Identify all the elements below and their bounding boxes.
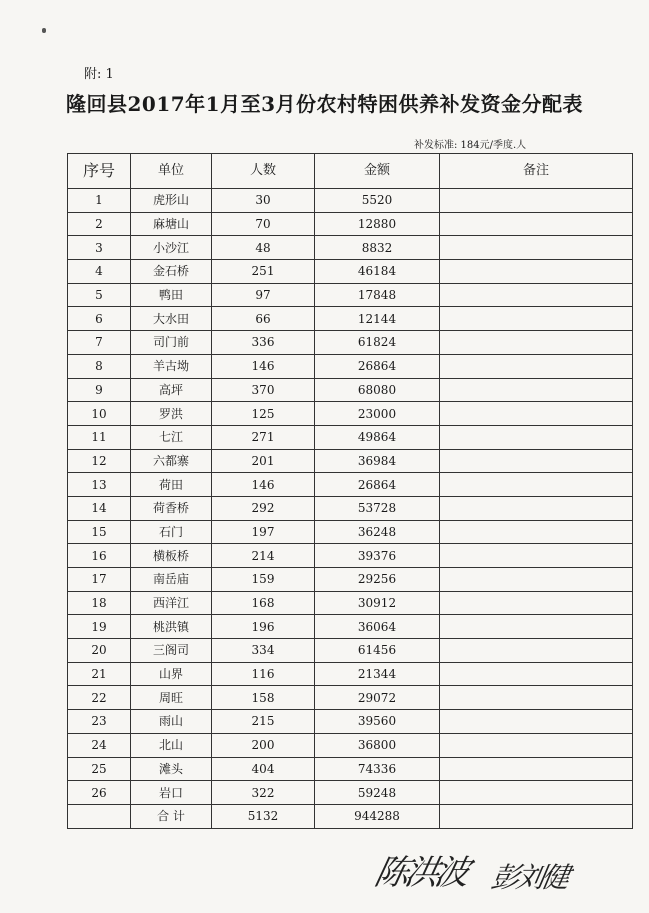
cell-note <box>440 804 633 828</box>
cell-count: 146 <box>212 473 315 497</box>
table-row <box>68 686 633 710</box>
cell-count: 168 <box>212 591 315 615</box>
cell-seq: 20 <box>68 639 131 663</box>
cell-seq: 7 <box>68 331 131 355</box>
cell-count: 215 <box>212 710 315 734</box>
cell-seq: 18 <box>68 591 131 615</box>
cell-unit: 荷香桥 <box>131 496 212 520</box>
cell-unit: 高坪 <box>131 378 212 402</box>
cell-seq: 25 <box>68 757 131 781</box>
cell-seq: 3 <box>68 236 131 260</box>
cell-amount: 29256 <box>315 568 440 592</box>
cell-note <box>440 189 633 213</box>
cell-amount: 26864 <box>315 473 440 497</box>
cell-amount: 61824 <box>315 331 440 355</box>
table-row <box>68 260 633 284</box>
cell-note <box>440 710 633 734</box>
total-count: 5132 <box>212 804 315 828</box>
cell-amount: 36248 <box>315 520 440 544</box>
cell-count: 146 <box>212 354 315 378</box>
cell-unit: 虎形山 <box>131 189 212 213</box>
total-row <box>68 804 633 828</box>
cell-unit: 北山 <box>131 733 212 757</box>
attachment-label: 附: 1 <box>84 67 114 82</box>
page-title: 隆回县2017年1月至3月份农村特困供养补发资金分配表 <box>66 92 583 116</box>
table-body <box>68 189 633 829</box>
cell-amount: 8832 <box>315 236 440 260</box>
cell-note <box>440 354 633 378</box>
cell-note <box>440 520 633 544</box>
cell-amount: 29072 <box>315 686 440 710</box>
cell-unit: 滩头 <box>131 757 212 781</box>
cell-note <box>440 331 633 355</box>
subsidy-standard: 补发标准: 184元/季度.人 <box>414 140 527 151</box>
cell-unit: 山界 <box>131 662 212 686</box>
cell-amount: 36984 <box>315 449 440 473</box>
cell-note <box>440 307 633 331</box>
cell-unit: 石门 <box>131 520 212 544</box>
cell-unit: 岩口 <box>131 781 212 805</box>
cell-seq: 11 <box>68 425 131 449</box>
table-row <box>68 781 633 805</box>
cell-note <box>440 686 633 710</box>
header-amount: 金额 <box>315 154 440 189</box>
table-row <box>68 520 633 544</box>
table-row <box>68 449 633 473</box>
cell-unit: 南岳庙 <box>131 568 212 592</box>
cell-count: 334 <box>212 639 315 663</box>
cell-seq: 2 <box>68 212 131 236</box>
cell-amount: 49864 <box>315 425 440 449</box>
cell-note <box>440 639 633 663</box>
cell-amount: 53728 <box>315 496 440 520</box>
cell-count: 292 <box>212 496 315 520</box>
cell-seq: 1 <box>68 189 131 213</box>
cell-count: 70 <box>212 212 315 236</box>
cell-seq: 21 <box>68 662 131 686</box>
cell-seq: 17 <box>68 568 131 592</box>
cell-count: 214 <box>212 544 315 568</box>
cell-amount: 30912 <box>315 591 440 615</box>
table-row <box>68 283 633 307</box>
cell-note <box>440 781 633 805</box>
total-label: 合 计 <box>131 804 212 828</box>
table-row <box>68 757 633 781</box>
cell-note <box>440 378 633 402</box>
table-row <box>68 544 633 568</box>
cell-amount: 36064 <box>315 615 440 639</box>
cell-count: 159 <box>212 568 315 592</box>
cell-count: 404 <box>212 757 315 781</box>
cell-unit: 雨山 <box>131 710 212 734</box>
cell-note <box>440 568 633 592</box>
header-note: 备注 <box>440 154 633 189</box>
table-row <box>68 331 633 355</box>
table-row <box>68 307 633 331</box>
cell-amount: 21344 <box>315 662 440 686</box>
cell-amount: 17848 <box>315 283 440 307</box>
cell-seq <box>68 804 131 828</box>
cell-unit: 西洋江 <box>131 591 212 615</box>
table-row <box>68 236 633 260</box>
cell-unit: 荷田 <box>131 473 212 497</box>
cell-amount: 68080 <box>315 378 440 402</box>
cell-seq: 23 <box>68 710 131 734</box>
cell-amount: 39560 <box>315 710 440 734</box>
cell-note <box>440 662 633 686</box>
cell-unit: 七江 <box>131 425 212 449</box>
cell-note <box>440 544 633 568</box>
table-row <box>68 662 633 686</box>
cell-seq: 14 <box>68 496 131 520</box>
allocation-table <box>67 153 633 829</box>
cell-unit: 鸭田 <box>131 283 212 307</box>
cell-note <box>440 615 633 639</box>
cell-count: 66 <box>212 307 315 331</box>
header-seq: 序号 <box>68 154 131 189</box>
table-row <box>68 639 633 663</box>
cell-seq: 12 <box>68 449 131 473</box>
cell-count: 48 <box>212 236 315 260</box>
cell-note <box>440 283 633 307</box>
cell-unit: 罗洪 <box>131 402 212 426</box>
cell-unit: 大水田 <box>131 307 212 331</box>
cell-seq: 8 <box>68 354 131 378</box>
cell-note <box>440 757 633 781</box>
cell-amount: 74336 <box>315 757 440 781</box>
cell-unit: 桃洪镇 <box>131 615 212 639</box>
cell-amount: 12144 <box>315 307 440 331</box>
table-row <box>68 212 633 236</box>
cell-amount: 26864 <box>315 354 440 378</box>
cell-seq: 16 <box>68 544 131 568</box>
scan-speck <box>42 28 46 33</box>
cell-amount: 59248 <box>315 781 440 805</box>
table-row <box>68 473 633 497</box>
cell-note <box>440 402 633 426</box>
cell-note <box>440 236 633 260</box>
cell-seq: 24 <box>68 733 131 757</box>
cell-count: 271 <box>212 425 315 449</box>
table-row <box>68 402 633 426</box>
cell-seq: 5 <box>68 283 131 307</box>
cell-note <box>440 449 633 473</box>
cell-seq: 9 <box>68 378 131 402</box>
table-row <box>68 615 633 639</box>
header-count: 人数 <box>212 154 315 189</box>
cell-count: 370 <box>212 378 315 402</box>
cell-note <box>440 473 633 497</box>
table-row <box>68 354 633 378</box>
cell-seq: 19 <box>68 615 131 639</box>
cell-unit: 六都寨 <box>131 449 212 473</box>
cell-seq: 4 <box>68 260 131 284</box>
cell-seq: 6 <box>68 307 131 331</box>
cell-amount: 23000 <box>315 402 440 426</box>
cell-amount: 39376 <box>315 544 440 568</box>
cell-unit: 横板桥 <box>131 544 212 568</box>
header-unit: 单位 <box>131 154 212 189</box>
total-amount: 944288 <box>315 804 440 828</box>
table-row <box>68 710 633 734</box>
table-row <box>68 591 633 615</box>
cell-amount: 12880 <box>315 212 440 236</box>
cell-count: 336 <box>212 331 315 355</box>
table-row <box>68 733 633 757</box>
cell-count: 116 <box>212 662 315 686</box>
cell-note <box>440 733 633 757</box>
cell-unit: 羊古坳 <box>131 354 212 378</box>
table-header-row <box>68 154 633 189</box>
table-row <box>68 189 633 213</box>
cell-count: 30 <box>212 189 315 213</box>
cell-count: 322 <box>212 781 315 805</box>
signature-1: 陈洪波 <box>371 853 470 893</box>
table-row <box>68 378 633 402</box>
cell-seq: 15 <box>68 520 131 544</box>
cell-count: 125 <box>212 402 315 426</box>
cell-seq: 26 <box>68 781 131 805</box>
cell-count: 158 <box>212 686 315 710</box>
cell-seq: 13 <box>68 473 131 497</box>
cell-count: 197 <box>212 520 315 544</box>
cell-note <box>440 212 633 236</box>
cell-unit: 司门前 <box>131 331 212 355</box>
cell-amount: 5520 <box>315 189 440 213</box>
cell-count: 251 <box>212 260 315 284</box>
cell-unit: 小沙江 <box>131 236 212 260</box>
table-row <box>68 496 633 520</box>
cell-note <box>440 260 633 284</box>
cell-note <box>440 496 633 520</box>
cell-seq: 10 <box>68 402 131 426</box>
cell-unit: 麻塘山 <box>131 212 212 236</box>
signature-2: 彭刘健 <box>488 861 570 894</box>
cell-unit: 金石桥 <box>131 260 212 284</box>
table-row <box>68 425 633 449</box>
cell-count: 97 <box>212 283 315 307</box>
cell-count: 200 <box>212 733 315 757</box>
cell-count: 196 <box>212 615 315 639</box>
cell-note <box>440 591 633 615</box>
table-row <box>68 568 633 592</box>
cell-note <box>440 425 633 449</box>
cell-amount: 61456 <box>315 639 440 663</box>
cell-seq: 22 <box>68 686 131 710</box>
cell-count: 201 <box>212 449 315 473</box>
cell-unit: 三阁司 <box>131 639 212 663</box>
cell-unit: 周旺 <box>131 686 212 710</box>
cell-amount: 36800 <box>315 733 440 757</box>
cell-amount: 46184 <box>315 260 440 284</box>
